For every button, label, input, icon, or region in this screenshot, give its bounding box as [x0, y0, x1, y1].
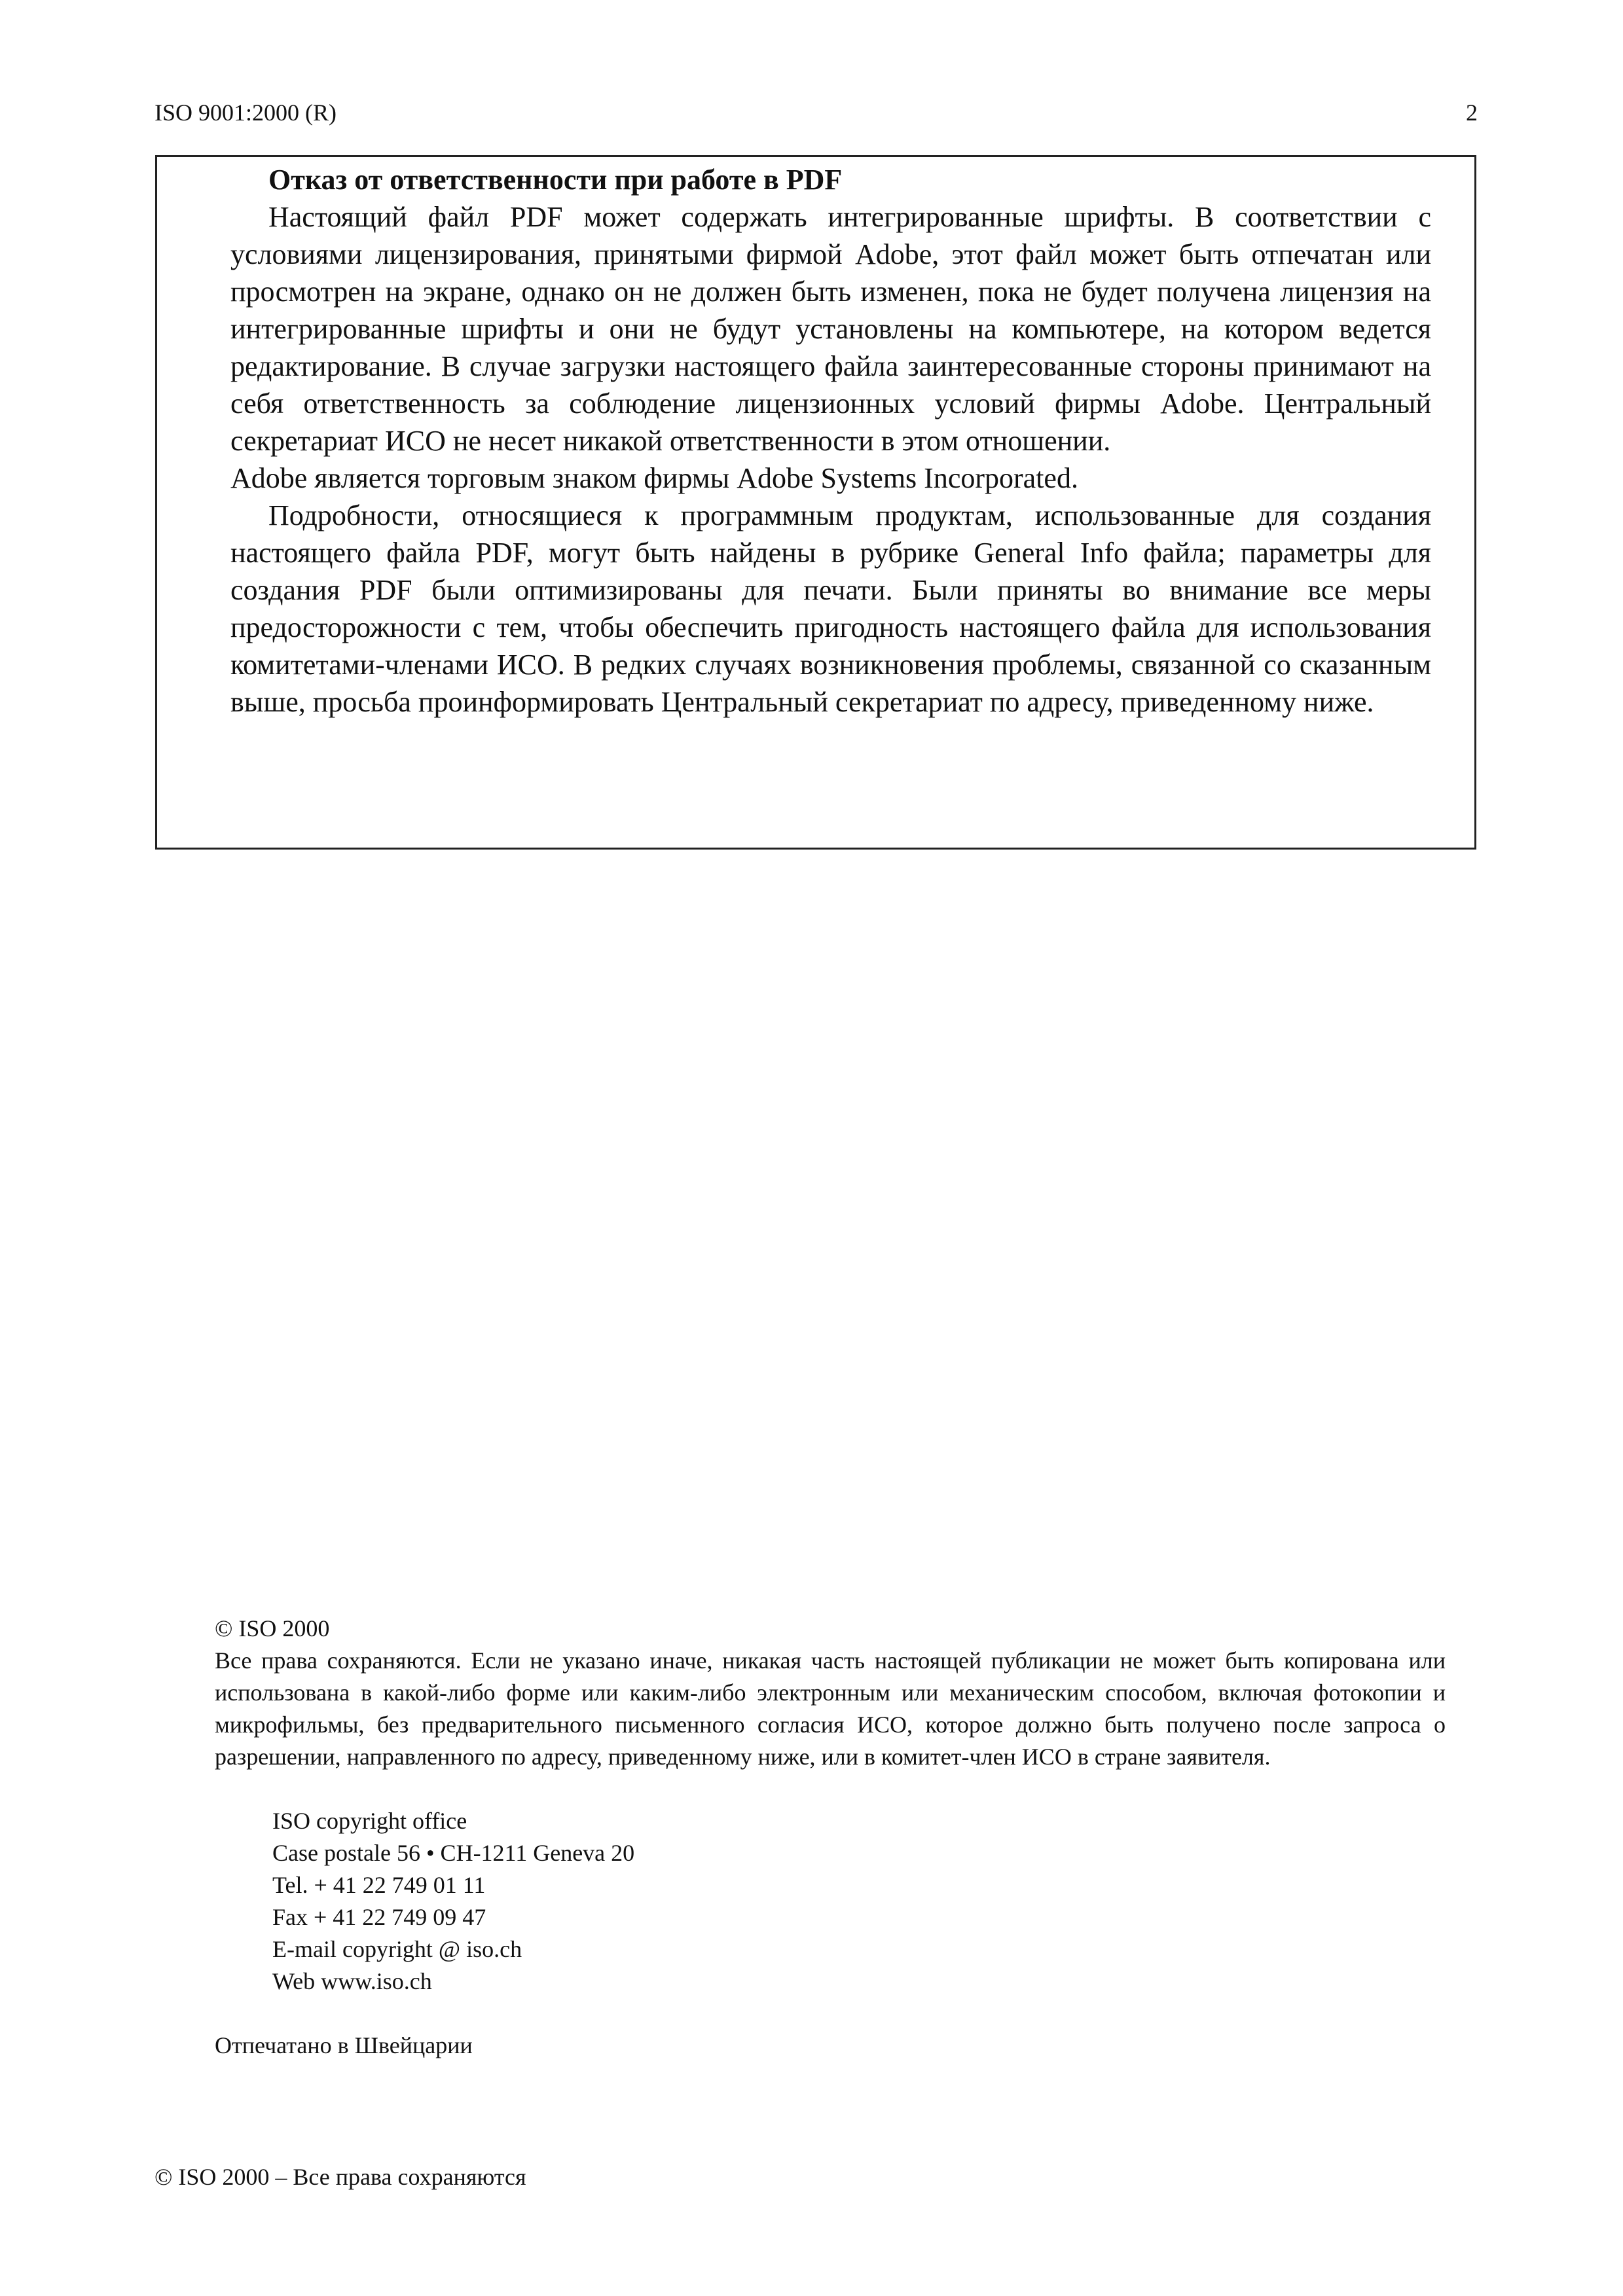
page-footer: © ISO 2000 – Все права сохраняются: [155, 2164, 526, 2190]
printed-in-note: Отпечатано в Швейцарии: [215, 2032, 473, 2058]
address-tel: Tel. + 41 22 749 01 11: [272, 1872, 486, 1898]
copyright-office-address: [215, 1805, 1446, 1998]
address-email: E-mail copyright @ iso.ch: [272, 1936, 522, 1962]
address-postal: Case postale 56 • CH-1211 Geneva 20: [272, 1840, 635, 1866]
pdf-disclaimer-box: [155, 155, 1476, 850]
header-document-id: ISO 9001:2000 (R): [155, 99, 337, 126]
copyright-block: [215, 1613, 1446, 2062]
disclaimer-paragraph-fonts: Настоящий файл PDF может содержать интегрированные шрифты. В соответствии с условиями лицензирования, принятыми фирмой Adobe, этот файл может быть отпечатан или просмотрен на экране, однако он не должен быть изменен, пока не будет получена лицензия на интегрированные шрифты и они не будут установлены на компьютере, на котором ведется редактирование. В случае загрузки настоящего файла заинтересованные стороны принимают на себя ответственность за соблюдение лицензионных условий фирмы Adobe. Центральный секретариат ИСО не несет никакой ответственности в этом отношении.: [230, 201, 1431, 457]
address-fax: Fax + 41 22 749 09 47: [272, 1904, 486, 1930]
disclaimer-paragraph-general-info: Подробности, относящиеся к программным продуктам, использованные для создания настоящего файла PDF, могут быть найдены в рубрике General Info файла; параметры для создания PDF были оптимизированы для печати. Были приняты во внимание все меры предосторожности с тем, чтобы обеспечить пригодность настоящего файла для использования комитетами-членами ИСО. В редких случаях возникновения проблемы, связанной со сказанным выше, просьба проинформировать Центральный секретариат по адресу, приведенному ниже.: [230, 499, 1431, 718]
header-page-number: 2: [1466, 99, 1478, 126]
copyright-notice: © ISO 2000: [215, 1615, 330, 1641]
address-office: ISO copyright office: [272, 1808, 467, 1834]
disclaimer-title: Отказ от ответственности при работе в PDF: [268, 164, 843, 196]
copyright-rights-text: Все права сохраняются. Если не указано иначе, никакая часть настоящей публикации не может быть копирована или использована в какой-либо форме или каким-либо электронным или механическим способом, включая фотокопии и микрофильмы, без предварительного письменного согласия ИСО, которое должно быть получено после запроса о разрешении, направленного по адресу, приведенному ниже, или в комитет-член ИСО в стране заявителя.: [215, 1647, 1446, 1770]
pdf-disclaimer-content: [230, 161, 1431, 721]
address-web: Web www.iso.ch: [272, 1968, 432, 1994]
disclaimer-paragraph-trademark: Adobe является торговым знаком фирмы Adobe Systems Incorporated.: [230, 462, 1078, 494]
